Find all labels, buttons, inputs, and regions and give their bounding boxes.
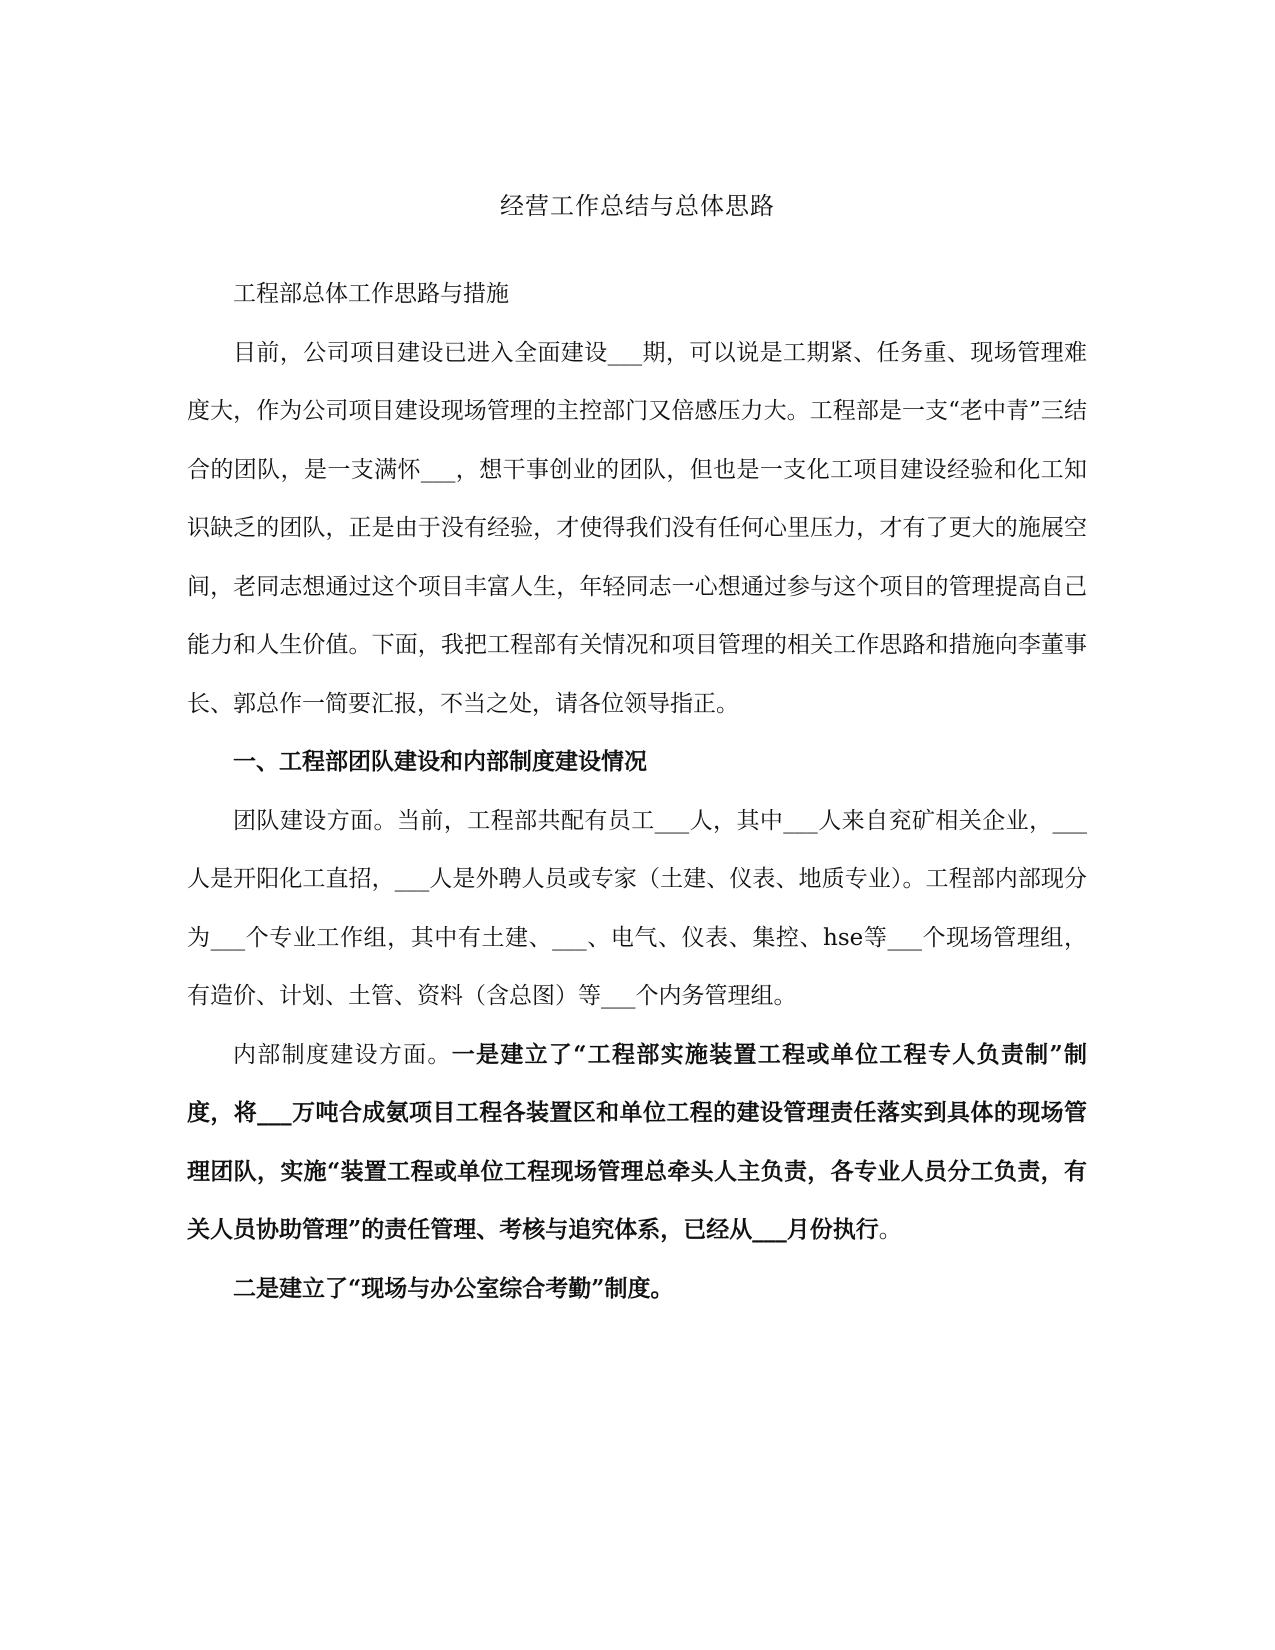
paragraph-attendance: 二是建立了“现场与办公室综合考勤”制度。 (233, 1274, 674, 1302)
paragraph-intro: 目前，公司项目建设已进入全面建设___期，可以说是工期紧、任务重、现场管理难度大，作为公司项目建设现场管理的主控部门又倍感压力大。工程部是一支“老中青”三结合的团队，是一支满怀___，想干事创业的团队，但也是一支化工项目建设经验和化工知识缺乏的团队，正是由于没有经验，才使得我们没有任何心里压力，才有了更大的施展空间，老同志想通过这个项目丰富人生，年轻同志一心想通过参与这个项目的管理提高自己能力和人生价值。下面，我把工程部有关情况和项目管理的相关工作思路和措施向李董事长、郭总作一简要汇报，不当之处，请各位领导指正。 (187, 339, 1087, 717)
paragraph-internal-system (187, 1026, 1087, 1260)
section-heading-1: 工程部总体工作思路与措施 (233, 281, 509, 307)
internal-system-lead: 内部制度建设方面。 (233, 1041, 452, 1068)
document-title: 经营工作总结与总体思路 (500, 192, 775, 220)
internal-system-end: 。 (878, 1217, 902, 1243)
paragraph-team-building: 团队建设方面。当前，工程部共配有员工___人，其中___人来自兖矿相关企业，___人是开阳化工直招，___人是外聘人员或专家（土建、仪表、地质专业）。工程部内部现分为___个专业工作组，其中有土建、___、电气、仪表、集控、hse等___个现场管理组，有造价、计划、土管、资料（含总图）等___个内务管理组。 (187, 807, 1087, 1009)
document-body (187, 265, 1087, 1318)
section-heading-2: 一、工程部团队建设和内部制度建设情况 (233, 748, 647, 775)
internal-system-bold: 一是建立了“工程部实施装置工程或单位工程专人负责制”制度，将___万吨合成氨项目工程各装置区和单位工程的建设管理责任落实到具体的现场管理团队，实施“装置工程或单位工程现场管理总牵头人主负责，各专业人员分工负责，有关人员协助管理”的责任管理、考核与追究体系，已经从___月份执行 (187, 1040, 1088, 1243)
